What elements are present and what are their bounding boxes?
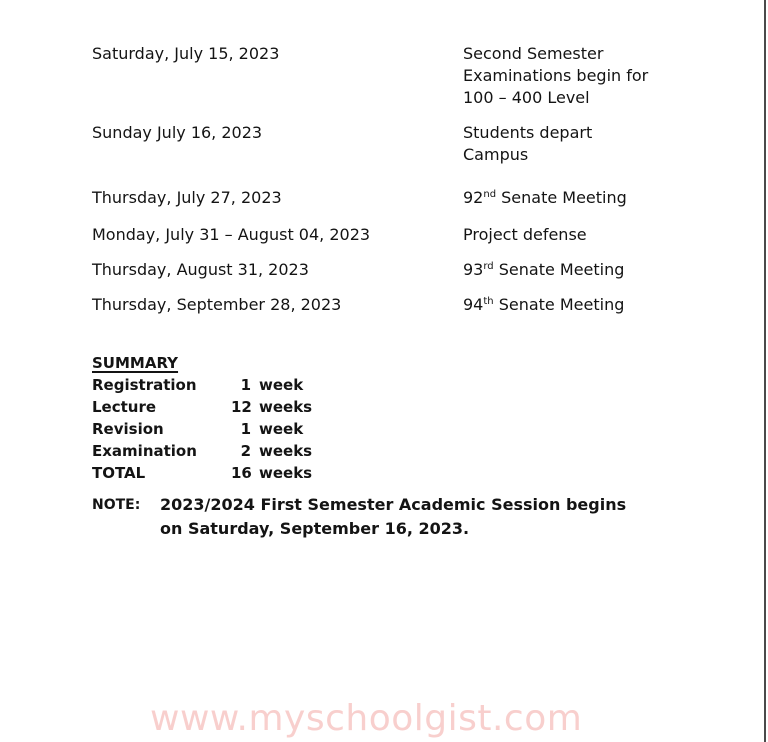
- schedule-row: [92, 43, 703, 109]
- schedule-event-text: Senate Meeting: [496, 188, 627, 207]
- summary-section: [92, 352, 312, 484]
- note-text-line: on Saturday, September 16, 2023.: [160, 519, 470, 538]
- schedule-event-text: 93: [463, 260, 484, 279]
- schedule-date: Thursday, August 31, 2023: [92, 260, 309, 279]
- page-edge-line: [764, 0, 766, 742]
- summary-label: Registration: [92, 376, 197, 394]
- schedule-event-text: 94: [463, 295, 484, 314]
- summary-item: [92, 418, 312, 440]
- schedule-event-line: Project defense: [463, 225, 587, 244]
- watermark-text: www.myschoolgist.com: [150, 698, 583, 739]
- summary-value-number: 12: [231, 398, 252, 416]
- summary-value-unit: weeks: [259, 398, 313, 416]
- summary-label: Examination: [92, 442, 197, 460]
- note-text: [160, 493, 680, 541]
- schedule-event-line: Second Semester: [463, 44, 604, 63]
- schedule-event: [463, 43, 703, 109]
- summary-value-unit: week: [259, 420, 304, 438]
- schedule-date: Thursday, September 28, 2023: [92, 295, 342, 314]
- schedule-event-text: Senate Meeting: [493, 260, 625, 279]
- summary-item: [92, 440, 312, 462]
- summary-label: Lecture: [92, 398, 157, 416]
- schedule-event-line: 100 – 400 Level: [463, 88, 590, 107]
- schedule-event: [463, 224, 703, 246]
- summary-item: [92, 396, 312, 418]
- schedule-date: Saturday, July 15, 2023: [92, 44, 280, 63]
- schedule-event-line: Students depart: [463, 123, 593, 142]
- schedule-date: Thursday, July 27, 2023: [92, 188, 282, 207]
- summary-label: TOTAL: [92, 464, 146, 482]
- note-section: [92, 493, 680, 541]
- summary-value-unit: weeks: [259, 442, 313, 460]
- schedule-row: [92, 224, 703, 246]
- schedule-row: [92, 187, 703, 209]
- summary-value-number: 1: [240, 376, 251, 394]
- schedule-event: [463, 259, 703, 281]
- ordinal-suffix: th: [483, 296, 494, 307]
- schedule-event: [463, 294, 703, 316]
- summary-item: [92, 462, 312, 484]
- summary-value-number: 1: [240, 420, 251, 438]
- schedule-event: [463, 187, 703, 209]
- schedule-row: [92, 259, 703, 281]
- summary-item: [92, 374, 312, 396]
- summary-value-number: 2: [240, 442, 251, 460]
- ordinal-suffix: nd: [483, 189, 497, 200]
- summary-value-unit: weeks: [259, 464, 313, 482]
- schedule-event-line: Examinations begin for: [463, 66, 649, 85]
- schedule-event-text: 92: [463, 188, 484, 207]
- note-text-line: 2023/2024 First Semester Academic Session begins: [160, 495, 627, 514]
- schedule-date: Monday, July 31 – August 04, 2023: [92, 225, 371, 244]
- schedule-row: [92, 294, 703, 316]
- summary-label: Revision: [92, 420, 164, 438]
- summary-value-unit: week: [259, 376, 304, 394]
- schedule-event-line: Campus: [463, 145, 529, 164]
- note-label: NOTE:: [92, 497, 141, 513]
- schedule-event-text: Senate Meeting: [493, 295, 625, 314]
- schedule-event: [463, 122, 703, 166]
- schedule-date: Sunday July 16, 2023: [92, 123, 263, 142]
- schedule-row: [92, 122, 703, 166]
- summary-value-number: 16: [231, 464, 252, 482]
- ordinal-suffix: rd: [483, 261, 494, 272]
- summary-heading: SUMMARY: [92, 354, 179, 372]
